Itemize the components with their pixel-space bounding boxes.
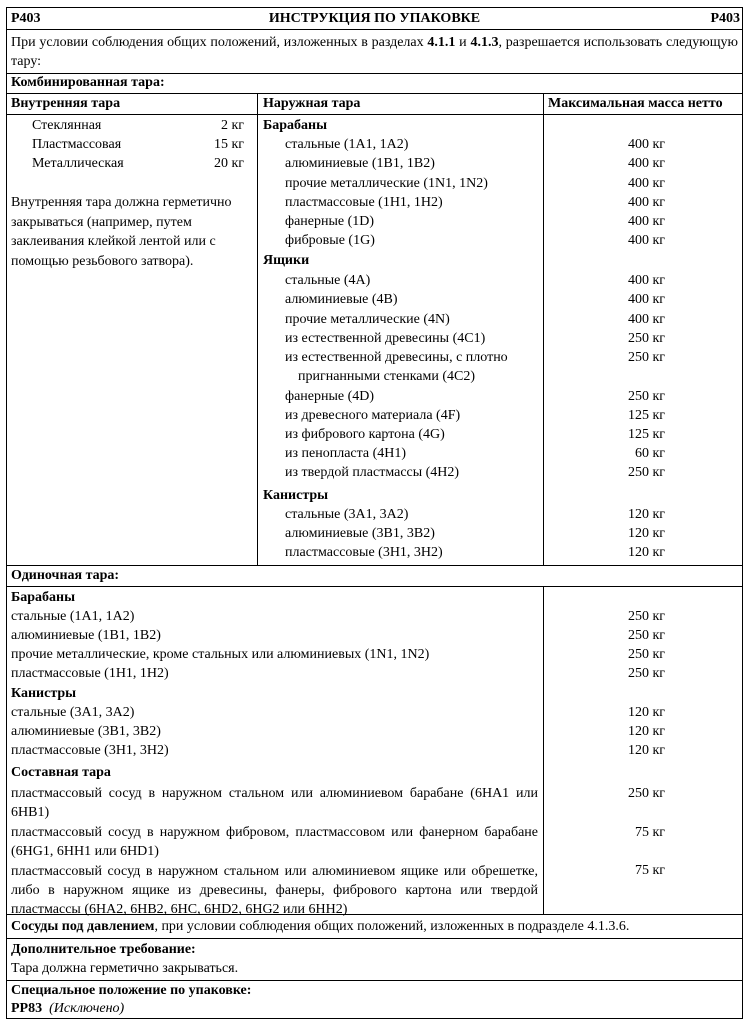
single-item-name: алюминиевые (1B1, 1B2) (11, 628, 161, 643)
outer-item-mass: 400 кг (627, 233, 665, 248)
single-group-heading: Составная тара (11, 765, 111, 780)
outer-item-name: стальные (4A) (285, 273, 371, 288)
outer-item-name: фибровые (1G) (285, 233, 375, 248)
inner-item-mass: 20 кг (213, 156, 244, 171)
single-item-mass: 250 кг (627, 647, 665, 662)
divider (6, 586, 743, 587)
outer-item-mass: 250 кг (627, 389, 665, 404)
header-code-left: P403 (11, 11, 41, 26)
col-inner-header: Внутренняя тара (11, 96, 121, 111)
outer-item-mass: 400 кг (627, 176, 665, 191)
outer-item-name: алюминиевые (3B1, 3B2) (285, 526, 435, 541)
outer-item-mass: 400 кг (627, 137, 665, 152)
outer-item-name: пластмассовые (3H1, 3H2) (285, 545, 443, 560)
single-item-name: пластмассовый сосуд в наружном фибровом, пластмассовом или фанерном барабане (6HG1, 6HH1 или 6HD1) (11, 825, 538, 859)
outer-item-mass: 400 кг (627, 156, 665, 171)
single-group-heading: Барабаны (11, 590, 76, 605)
inner-item-mass: 15 кг (213, 137, 244, 152)
outer-item-name: прочие металлические (4N) (285, 312, 450, 327)
outer-item-mass: 400 кг (627, 214, 665, 229)
inner-item-name: Стеклянная (32, 118, 102, 133)
outer-item-mass: 120 кг (627, 526, 665, 541)
inner-item-mass: 2 кг (220, 118, 244, 133)
single-item-mass: 250 кг (627, 628, 665, 643)
outer-item-mass: 120 кг (627, 545, 665, 560)
header-code-right: P403 (710, 11, 740, 26)
single-item-name: пластмассовые (1H1, 1H2) (11, 666, 169, 681)
single-item-mass: 75 кг (634, 863, 665, 878)
single-item-mass: 120 кг (627, 705, 665, 720)
outer-item-name-cont: пригнанными стенками (4C2) (298, 369, 476, 384)
outer-item-name: алюминиевые (1B1, 1B2) (285, 156, 435, 171)
single-item-name: стальные (3A1, 3A2) (11, 705, 135, 720)
outer-item-mass: 125 кг (627, 427, 665, 442)
col-divider (543, 93, 544, 565)
divider (6, 980, 743, 981)
special-provision: PP83 (Исключено) (11, 1001, 125, 1016)
divider (6, 29, 743, 30)
single-item-mass: 120 кг (627, 724, 665, 739)
col-divider (257, 93, 258, 565)
outer-item-mass: 250 кг (627, 350, 665, 365)
outer-item-mass: 400 кг (627, 273, 665, 288)
outer-item-name: из древесного материала (4F) (285, 408, 461, 423)
outer-item-name: фанерные (4D) (285, 389, 375, 404)
intro-text: При условии соблюдения общих положений, изложенных в разделах 4.1.1 и 4.1.3, разрешается использовать следующую тару: (11, 35, 738, 69)
single-item-mass: 250 кг (627, 666, 665, 681)
single-item-name: пластмассовые (3H1, 3H2) (11, 743, 169, 758)
additional-text: Тара должна герметично закрываться. (11, 961, 239, 976)
outer-item-name: из естественной древесины, с плотно (285, 350, 508, 365)
single-item-name: пластмассовый сосуд в наружном стальном или алюминиевом ящике или обрешетке, либо в наружном ящике из древесины, фанеры, фибрового картона или твердой пластмассы (6HA2, 6HB2, 6HC, 6HD2, 6HG2 или 6HH2) (11, 864, 538, 917)
outer-group-heading: Ящики (263, 253, 310, 268)
outer-item-name: пластмассовые (1H1, 1H2) (285, 195, 443, 210)
single-item-mass: 120 кг (627, 743, 665, 758)
outer-item-mass: 250 кг (627, 465, 665, 480)
single-item-mass: 75 кг (634, 825, 665, 840)
outer-group-heading: Барабаны (263, 118, 328, 133)
outer-item-mass: 250 кг (627, 331, 665, 346)
outer-item-mass: 120 кг (627, 507, 665, 522)
outer-item-name: из фибрового картона (4G) (285, 427, 445, 442)
header-title: ИНСТРУКЦИЯ ПО УПАКОВКЕ (268, 11, 481, 26)
divider (6, 565, 743, 566)
inner-item-name: Металлическая (32, 156, 124, 171)
additional-title: Дополнительное требование: (11, 942, 196, 957)
special-title: Специальное положение по упаковке: (11, 983, 252, 998)
outer-item-name: из твердой пластмассы (4H2) (285, 465, 460, 480)
single-group-heading: Канистры (11, 686, 77, 701)
single-item-mass: 250 кг (627, 786, 665, 801)
single-item-name: стальные (1A1, 1A2) (11, 609, 135, 624)
col-mass-header: Максимальная масса нетто (548, 96, 723, 111)
outer-item-name: из пенопласта (4H1) (285, 446, 407, 461)
pressure-text: Сосуды под давлением, при условии соблюдения общих положений, изложенных в подразделе 4.1.3.6. (11, 919, 630, 934)
outer-item-name: стальные (3A1, 3A2) (285, 507, 409, 522)
outer-group-heading: Канистры (263, 488, 329, 503)
outer-item-mass: 400 кг (627, 195, 665, 210)
single-item-name: пластмассовый сосуд в наружном стальном или алюминиевом барабане (6HA1 или 6HB1) (11, 786, 538, 820)
outer-item-mass: 400 кг (627, 312, 665, 327)
single-title: Одиночная тара: (11, 568, 120, 583)
divider (6, 938, 743, 939)
outer-item-name: фанерные (1D) (285, 214, 375, 229)
outer-item-name: стальные (1A1, 1A2) (285, 137, 409, 152)
outer-item-name: прочие металлические (1N1, 1N2) (285, 176, 488, 191)
single-item-name: прочие металлические, кроме стальных или алюминиевых (1N1, 1N2) (11, 647, 430, 662)
outer-item-name: из естественной древесины (4C1) (285, 331, 486, 346)
combined-title: Комбинированная тара: (11, 75, 165, 90)
col-divider (543, 586, 544, 914)
single-item-name: алюминиевые (3B1, 3B2) (11, 724, 161, 739)
single-item-mass: 250 кг (627, 609, 665, 624)
divider (6, 93, 743, 94)
outer-item-mass: 125 кг (627, 408, 665, 423)
divider (6, 914, 743, 915)
outer-item-mass: 60 кг (634, 446, 665, 461)
outer-item-name: алюминиевые (4B) (285, 292, 398, 307)
divider (6, 114, 743, 115)
outer-item-mass: 400 кг (627, 292, 665, 307)
inner-note: Внутренняя тара должна герметично закрываться (например, путем заклеивания клейкой лентой или с помощью резьбового затвора). (11, 195, 232, 269)
inner-item-name: Пластмассовая (32, 137, 122, 152)
col-outer-header: Наружная тара (263, 96, 361, 111)
